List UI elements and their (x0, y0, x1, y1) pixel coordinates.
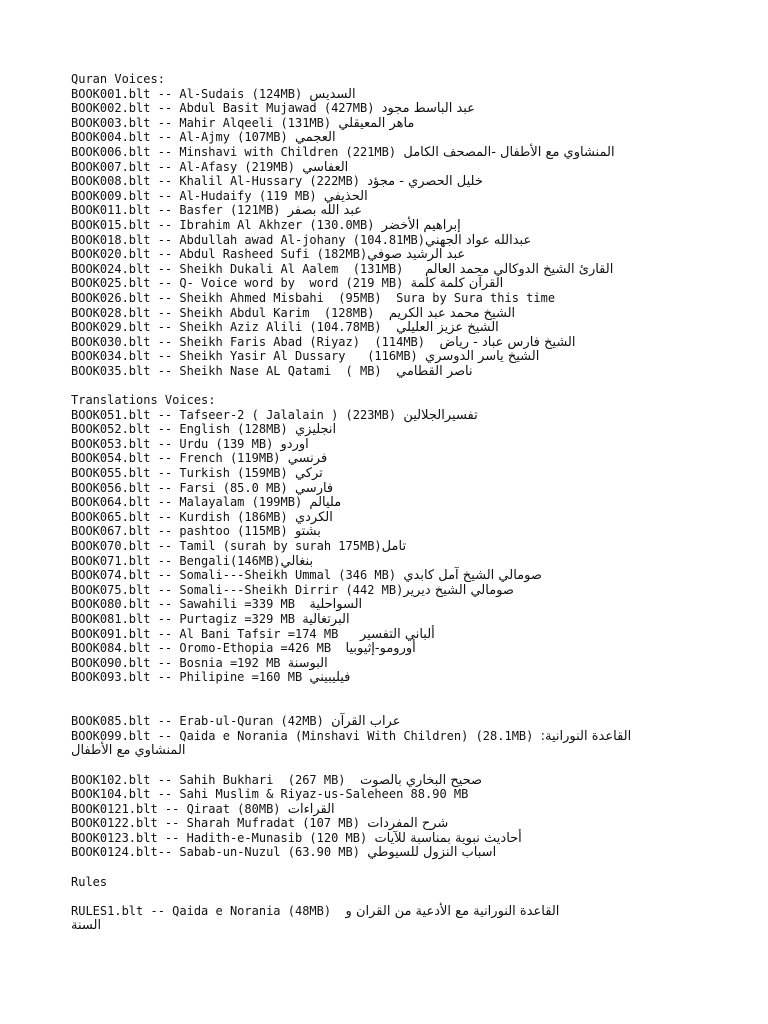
text-line: RULES1.blt -- Qaida e Norania (48MB) القاعدة النورانية مع الأدعية من القران و (71, 903, 560, 919)
text-line: BOOK056.blt -- Farsi (85.0 MB) فارسي (71, 480, 334, 496)
text-line: BOOK009.blt -- Al-Hudaify (119 MB) الحذيفي (71, 188, 368, 204)
text-line: BOOK028.blt -- Sheikh Abdul Karim (128MB) الشيخ محمد عبد الكريم (71, 305, 516, 321)
text-line: BOOK054.blt -- French (119MB) فرنسي (71, 451, 328, 467)
text-line: BOOK084.blt -- Oromo-Ethopia =426 MB أورومو-إثيوبيا (71, 641, 416, 657)
text-line: BOOK071.blt -- Bengali(146MB)بنغالي (71, 553, 314, 569)
text-line: BOOK053.blt -- Urdu (139 MB) اوردو (71, 436, 309, 452)
blank-line (71, 378, 761, 393)
text-line: BOOK008.blt -- Khalil Al-Hussary (222MB) خليل الحصري - مجؤد (71, 174, 483, 190)
text-line: BOOK081.blt -- Purtagiz =329 MB البرتغالية (71, 611, 350, 627)
text-line: BOOK001.blt -- Al-Sudais (124MB) السديس (71, 86, 356, 102)
text-line: Translations Voices: (71, 393, 216, 408)
text-line: BOOK074.blt -- Somali---Sheikh Ummal (346 MB) صومالي الشيخ آمل كابدي (71, 568, 542, 584)
text-line: BOOK0123.blt -- Hadith-e-Munasib (120 MB) أحاديث نبوية بمناسبة للآيات (71, 830, 522, 846)
text-line: BOOK051.blt -- Tafseer-2 ( Jalalain ) (223MB) تفسيرالجلالين (71, 407, 478, 423)
text-line: BOOK018.blt -- Abdullah awad Al-johany (104.81MB)عبدالله عواد الجهني (71, 232, 532, 248)
text-line: BOOK091.blt -- Al Bani Tafsir =174 MB ألباني التفسير (71, 626, 435, 642)
blank-line (71, 860, 761, 875)
text-line: BOOK015.blt -- Ibrahim Al Akhzer (130.0MB) إبراهيم الأخضر (71, 217, 461, 233)
text-line: BOOK006.blt -- Minshavi with Children (221MB) المنشاوي مع الأطفال -المصحف الكامل (71, 144, 615, 160)
text-line: BOOK064.blt -- Malayalam (199MB) مليالم (71, 495, 342, 511)
text-line: Rules (71, 874, 108, 889)
blank-line (71, 700, 761, 715)
blank-line (71, 889, 761, 904)
text-line: BOOK004.blt -- Al-Ajmy (107MB) العجمي (71, 130, 336, 146)
text-line: BOOK034.blt -- Sheikh Yasir Al Dussary (116MB) الشيخ ياسر الدوسري (71, 349, 540, 365)
text-line: BOOK026.blt -- Sheikh Ahmed Misbahi (95MB) Sura by Sura this time (71, 290, 556, 305)
text-line: BOOK093.blt -- Philipine =160 MB فيليبيني (71, 670, 351, 686)
text-line: BOOK052.blt -- English (128MB) انجليزي (71, 422, 337, 438)
text-line: BOOK104.blt -- Sahi Muslim & Riyaz-us-Saleheen 88.90 MB (71, 787, 469, 802)
text-line: Quran Voices: (71, 72, 165, 86)
document-text (71, 72, 761, 933)
text-line: BOOK007.blt -- Al-Afasy (219MB) العفاسي (71, 159, 349, 175)
text-line: BOOK067.blt -- pashtoo (115MB) بشتو (71, 524, 321, 540)
text-line: BOOK029.blt -- Sheikh Aziz Alili (104.78MB) الشيخ عزيز العليلي (71, 320, 499, 336)
text-line: BOOK090.blt -- Bosnia =192 MB البوسنة (71, 655, 328, 671)
text-line: BOOK102.blt -- Sahih Bukhari (267 MB) صحيح البخاري بالصوت (71, 772, 483, 788)
text-line: BOOK025.blt -- Q- Voice word by word (219 MB) القرآن كلمة كلمة (71, 276, 504, 292)
text-line: المنشاوي مع الأطفال (71, 743, 186, 759)
text-line: BOOK035.blt -- Sheikh Nase AL Qatami ( MB) ناصر القطامي (71, 363, 473, 379)
text-line: BOOK024.blt -- Sheikh Dukali Al Aalem (131MB) القارئ الشيخ الدوكالي محمد العالم (71, 261, 614, 277)
text-line: BOOK065.blt -- Kurdish (186MB) الكردي (71, 509, 333, 525)
text-line: BOOK003.blt -- Mahir Alqeeli (131MB) ماهر المعيقلي (71, 115, 415, 131)
text-line: BOOK075.blt -- Somali---Sheikh Dirrir (442 MB)صومالي الشيخ ديرير (71, 582, 514, 598)
text-line: BOOK011.blt -- Basfer (121MB) عبد الله بصفر (71, 203, 363, 219)
text-line: BOOK055.blt -- Turkish (159MB) تركي (71, 466, 323, 482)
text-line: BOOK099.blt -- Qaida e Norania (Minshavi With Children) (28.1MB) القاعدة النورانية: (71, 728, 632, 744)
text-line: BOOK080.blt -- Sawahili =339 MB السواحلية (71, 597, 363, 613)
text-line: BOOK0122.blt -- Sharah Mufradat (107 MB) شرح المفردات (71, 816, 449, 832)
text-line: BOOK0121.blt -- Qiraat (80MB) القراءات (71, 801, 335, 817)
text-line: السنة (71, 918, 102, 934)
text-line: BOOK020.blt -- Abdul Rasheed Sufi (182MB)عبد الرشيد صوفي (71, 247, 466, 263)
text-line: BOOK085.blt -- Erab-ul-Quran (42MB) عراب القرآن (71, 714, 401, 730)
text-line: BOOK030.blt -- Sheikh Faris Abad (Riyaz) (114MB) الشيخ فارس عباد - رياض (71, 334, 576, 350)
text-line: BOOK0124.blt-- Sabab-un-Nuzul (63.90 MB) اسباب النزول للسيوطي (71, 845, 497, 861)
blank-line (71, 758, 761, 773)
text-line: BOOK002.blt -- Abdul Basit Mujawad (427MB) عبد الباسط مجود (71, 101, 475, 117)
blank-line (71, 685, 761, 700)
text-line: BOOK070.blt -- Tamil (surah by surah 175MB)تامل (71, 539, 407, 554)
